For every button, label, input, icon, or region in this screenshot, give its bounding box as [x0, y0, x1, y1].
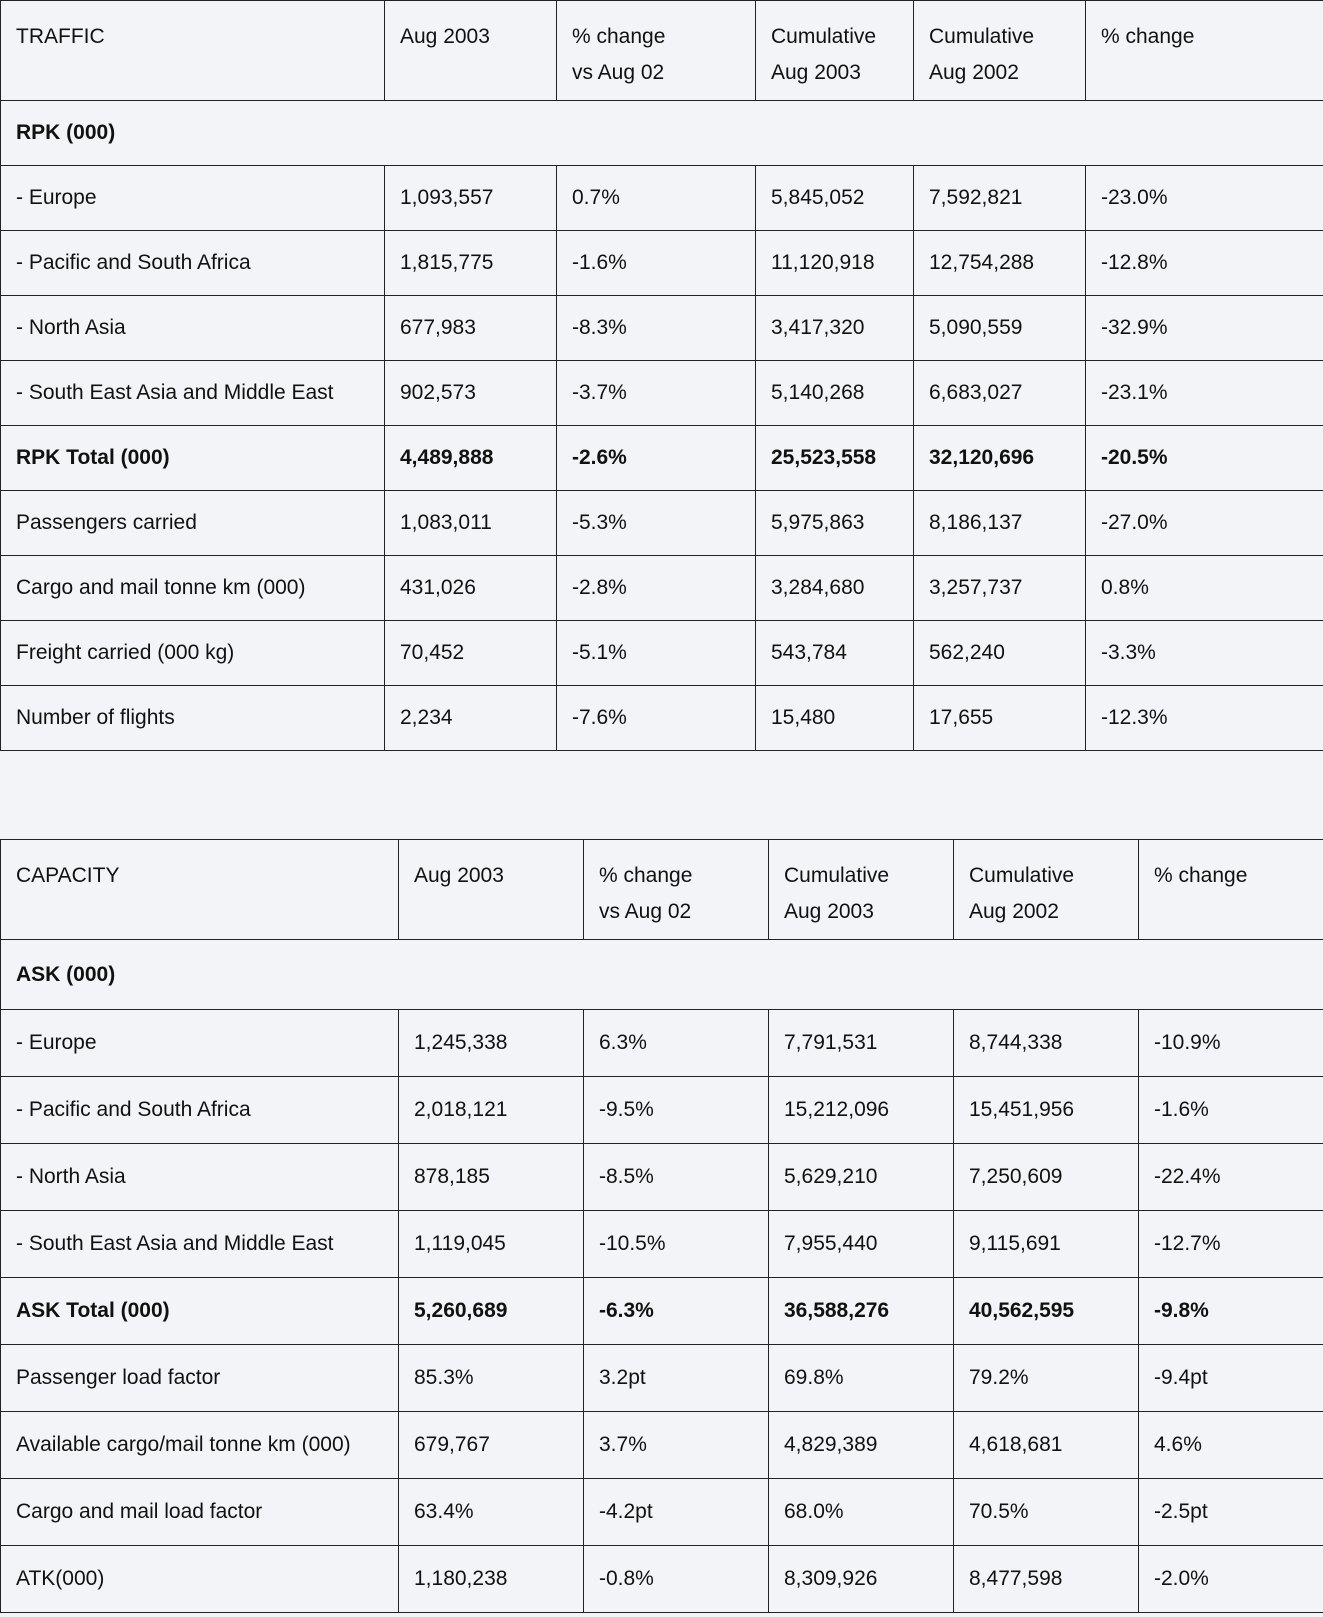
table-cell: -10.5%: [584, 1211, 769, 1278]
table-cell: -4.2pt: [584, 1479, 769, 1546]
column-header: TRAFFIC: [1, 1, 385, 101]
table-cell: -8.3%: [557, 296, 756, 361]
traffic-table: [0, 0, 1323, 751]
row-label: - South East Asia and Middle East: [1, 1211, 399, 1278]
table-cell: 5,845,052: [756, 166, 914, 231]
table-cell: 1,815,775: [385, 231, 557, 296]
table-cell: 4.6%: [1139, 1412, 1323, 1479]
table-cell: 1,093,557: [385, 166, 557, 231]
table-cell: 677,983: [385, 296, 557, 361]
table-cell: -3.3%: [1086, 621, 1323, 686]
table-cell: -23.1%: [1086, 361, 1323, 426]
table-row: [1, 1412, 1323, 1479]
table-header-row: [1, 840, 1323, 940]
table-cell: 2,234: [385, 686, 557, 751]
table-cell: -12.8%: [1086, 231, 1323, 296]
row-label: Passengers carried: [1, 491, 385, 556]
total-row: [1, 426, 1323, 491]
row-label: Passenger load factor: [1, 1345, 399, 1412]
table-cell: 69.8%: [769, 1345, 954, 1412]
table-cell: 7,791,531: [769, 1010, 954, 1077]
table-row: [1, 296, 1323, 361]
table-cell: -8.5%: [584, 1144, 769, 1211]
table-cell: 3.7%: [584, 1412, 769, 1479]
table-cell: 3,417,320: [756, 296, 914, 361]
table-cell: -0.8%: [584, 1546, 769, 1613]
table-row: [1, 231, 1323, 296]
table-cell: 3,257,737: [914, 556, 1086, 621]
column-header: % change: [1086, 1, 1323, 101]
table-cell: 32,120,696: [914, 426, 1086, 491]
table-cell: 15,480: [756, 686, 914, 751]
capacity-body: [1, 1010, 1323, 1613]
table-cell: 8,186,137: [914, 491, 1086, 556]
table-row: [1, 1479, 1323, 1546]
column-header: Cumulative Aug 2003: [769, 840, 954, 940]
table-cell: -20.5%: [1086, 426, 1323, 491]
table-row: [1, 1345, 1323, 1412]
table-cell: -22.4%: [1139, 1144, 1323, 1211]
row-label: - South East Asia and Middle East: [1, 361, 385, 426]
row-label: Number of flights: [1, 686, 385, 751]
table-cell: 2,018,121: [399, 1077, 584, 1144]
table-cell: 7,250,609: [954, 1144, 1139, 1211]
row-label: ATK(000): [1, 1546, 399, 1613]
table-cell: 9,115,691: [954, 1211, 1139, 1278]
table-cell: -5.3%: [557, 491, 756, 556]
table-cell: -2.8%: [557, 556, 756, 621]
table-cell: 8,744,338: [954, 1010, 1139, 1077]
table-row: [1, 556, 1323, 621]
table-cell: 17,655: [914, 686, 1086, 751]
table-cell: 431,026: [385, 556, 557, 621]
row-label: Available cargo/mail tonne km (000): [1, 1412, 399, 1479]
column-header: Aug 2003: [399, 840, 584, 940]
table-row: [1, 491, 1323, 556]
row-label: - Europe: [1, 166, 385, 231]
table-cell: 79.2%: [954, 1345, 1139, 1412]
table-cell: -3.7%: [557, 361, 756, 426]
table-cell: 4,829,389: [769, 1412, 954, 1479]
table-cell: 4,489,888: [385, 426, 557, 491]
table-cell: -12.3%: [1086, 686, 1323, 751]
table-cell: 11,120,918: [756, 231, 914, 296]
table-cell: -12.7%: [1139, 1211, 1323, 1278]
table-cell: -9.8%: [1139, 1278, 1323, 1345]
table-cell: 3,284,680: [756, 556, 914, 621]
table-cell: 36,588,276: [769, 1278, 954, 1345]
table-cell: 0.8%: [1086, 556, 1323, 621]
table-cell: 543,784: [756, 621, 914, 686]
table-cell: -5.1%: [557, 621, 756, 686]
table-cell: 3.2pt: [584, 1345, 769, 1412]
table-cell: 1,245,338: [399, 1010, 584, 1077]
row-label: - North Asia: [1, 1144, 399, 1211]
table-cell: -9.5%: [584, 1077, 769, 1144]
table-cell: 8,309,926: [769, 1546, 954, 1613]
column-header: % change vs Aug 02: [557, 1, 756, 101]
section-label: ASK (000): [1, 940, 1323, 1010]
table-cell: 7,592,821: [914, 166, 1086, 231]
table-row: [1, 1546, 1323, 1613]
table-cell: -1.6%: [557, 231, 756, 296]
table-row: [1, 361, 1323, 426]
table-cell: 5,260,689: [399, 1278, 584, 1345]
table-cell: 562,240: [914, 621, 1086, 686]
table-cell: 6,683,027: [914, 361, 1086, 426]
table-cell: 15,212,096: [769, 1077, 954, 1144]
table-row: [1, 686, 1323, 751]
table-cell: 8,477,598: [954, 1546, 1139, 1613]
column-header: Cumulative Aug 2002: [914, 1, 1086, 101]
table-cell: 70.5%: [954, 1479, 1139, 1546]
row-label: Cargo and mail load factor: [1, 1479, 399, 1546]
table-row: [1, 1144, 1323, 1211]
table-cell: 902,573: [385, 361, 557, 426]
table-cell: -27.0%: [1086, 491, 1323, 556]
table-cell: 85.3%: [399, 1345, 584, 1412]
table-cell: 5,140,268: [756, 361, 914, 426]
table-cell: 4,618,681: [954, 1412, 1139, 1479]
table-cell: 1,083,011: [385, 491, 557, 556]
table-cell: 5,090,559: [914, 296, 1086, 361]
table-cell: 5,975,863: [756, 491, 914, 556]
table-cell: -9.4pt: [1139, 1345, 1323, 1412]
column-header: Aug 2003: [385, 1, 557, 101]
total-row: [1, 1278, 1323, 1345]
row-label: - Pacific and South Africa: [1, 231, 385, 296]
row-label: - Europe: [1, 1010, 399, 1077]
row-label: - Pacific and South Africa: [1, 1077, 399, 1144]
table-cell: -10.9%: [1139, 1010, 1323, 1077]
table-cell: 25,523,558: [756, 426, 914, 491]
table-row: [1, 1211, 1323, 1278]
row-label: Cargo and mail tonne km (000): [1, 556, 385, 621]
column-header: % change vs Aug 02: [584, 840, 769, 940]
table-cell: 12,754,288: [914, 231, 1086, 296]
table-cell: -6.3%: [584, 1278, 769, 1345]
section-row: [1, 101, 1323, 166]
table-cell: -2.0%: [1139, 1546, 1323, 1613]
table-cell: -32.9%: [1086, 296, 1323, 361]
table-cell: -7.6%: [557, 686, 756, 751]
table-cell: -2.6%: [557, 426, 756, 491]
table-cell: 63.4%: [399, 1479, 584, 1546]
table-cell: 7,955,440: [769, 1211, 954, 1278]
column-header: Cumulative Aug 2002: [954, 840, 1139, 940]
table-cell: 15,451,956: [954, 1077, 1139, 1144]
column-header: % change: [1139, 840, 1323, 940]
row-label: RPK Total (000): [1, 426, 385, 491]
table-cell: 878,185: [399, 1144, 584, 1211]
table-cell: 1,119,045: [399, 1211, 584, 1278]
column-header: Cumulative Aug 2003: [756, 1, 914, 101]
table-cell: -2.5pt: [1139, 1479, 1323, 1546]
table-cell: 679,767: [399, 1412, 584, 1479]
column-header: CAPACITY: [1, 840, 399, 940]
table-cell: -1.6%: [1139, 1077, 1323, 1144]
table-header-row: [1, 1, 1323, 101]
table-row: [1, 1010, 1323, 1077]
table-cell: 1,180,238: [399, 1546, 584, 1613]
capacity-table: [0, 839, 1323, 1613]
table-row: [1, 1077, 1323, 1144]
row-label: Freight carried (000 kg): [1, 621, 385, 686]
section-row: [1, 940, 1323, 1010]
table-cell: 6.3%: [584, 1010, 769, 1077]
table-row: [1, 621, 1323, 686]
traffic-body: [1, 166, 1323, 751]
table-cell: 70,452: [385, 621, 557, 686]
row-label: ASK Total (000): [1, 1278, 399, 1345]
table-row: [1, 166, 1323, 231]
table-cell: 0.7%: [557, 166, 756, 231]
table-cell: 40,562,595: [954, 1278, 1139, 1345]
table-cell: 5,629,210: [769, 1144, 954, 1211]
row-label: - North Asia: [1, 296, 385, 361]
table-cell: 68.0%: [769, 1479, 954, 1546]
table-cell: -23.0%: [1086, 166, 1323, 231]
section-label: RPK (000): [1, 101, 1323, 166]
